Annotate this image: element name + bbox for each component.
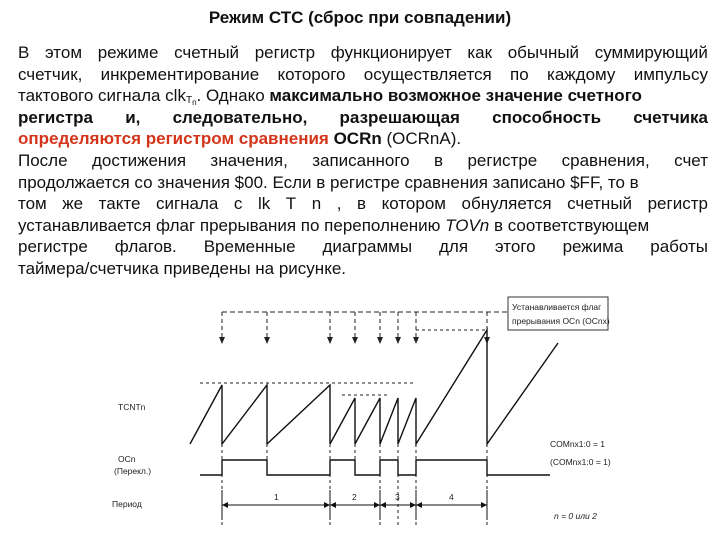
word: каждому (547, 64, 616, 84)
p2-text-f: таймера/счетчика приведены на рисунке. (18, 258, 346, 278)
word: T (285, 194, 297, 214)
word: режима (562, 237, 624, 257)
word: счетный (174, 43, 240, 62)
word: значения, (210, 151, 288, 170)
word: как (467, 43, 493, 62)
word: этого (495, 237, 536, 257)
word: регистр (647, 194, 708, 214)
word: В (18, 43, 30, 62)
word: флагов. (114, 237, 177, 257)
p1-ocrna: (OCRnA). (381, 129, 462, 149)
word: регистре (18, 237, 88, 257)
p1-subscript-n: n (192, 98, 197, 107)
word: по (510, 64, 529, 84)
word: обычный (507, 43, 580, 62)
p1-text-b: . Однако (196, 86, 270, 106)
word: для (439, 237, 469, 257)
word: которого (277, 64, 346, 84)
period-3: 3 (395, 492, 400, 502)
word: способность (492, 107, 602, 127)
word: lk (257, 194, 271, 214)
com-line-2: (COMnx1:0 = 1) (550, 457, 611, 467)
p2-tovn: TOVn (445, 215, 490, 235)
word: сравнения, (561, 151, 650, 170)
word: следовательно, (172, 107, 308, 127)
tcnt-label: TCNTn (118, 402, 146, 412)
word: записанного (312, 151, 410, 170)
word: регистр (254, 43, 316, 62)
word: n (311, 194, 322, 214)
word: том (18, 194, 47, 214)
word: импульсу (633, 64, 708, 84)
word: сигнала (155, 194, 219, 214)
word: функционирует (330, 43, 452, 62)
word: счетчик, (18, 64, 83, 84)
flag-note-line-2: прерывания OCn (OCnx) (512, 316, 610, 326)
word: суммирующий (594, 43, 708, 62)
arrow-heads (219, 337, 490, 344)
word: в (357, 194, 367, 214)
word: диаграммы (322, 237, 413, 257)
period-4: 4 (449, 492, 454, 502)
n-note: n = 0 или 2 (554, 511, 597, 521)
p1-text-bold: максимально возможное значение счетного (269, 86, 642, 106)
word: регистра (18, 107, 93, 127)
flag-arrows (222, 312, 487, 340)
word: в (434, 151, 444, 170)
tcnt-sawtooth (190, 330, 558, 444)
word: Временные (203, 237, 296, 257)
word: достижения (91, 151, 187, 170)
word: счетный (567, 194, 633, 214)
p2-text: продолжается со значения $00. Если в регистре сравнения записано $FF, то в (18, 172, 639, 192)
oc-label-1: OCn (118, 454, 136, 464)
word: После (18, 151, 68, 170)
p1-subscript: T (185, 95, 193, 107)
word: инкрементирование (100, 64, 260, 84)
word: регистре (467, 151, 538, 170)
p2-text-a: устанавливается флаг прерывания по переполнению (18, 215, 446, 235)
word: такте (98, 194, 141, 214)
word: котором (381, 194, 446, 214)
word: и, (125, 107, 141, 127)
word: осуществляется (363, 64, 492, 84)
word: с (233, 194, 243, 214)
word: обнуляется (461, 194, 552, 214)
oc-waveform (200, 460, 550, 475)
oc-label-2: (Перекл.) (114, 466, 152, 476)
flag-note-line-1: Устанавливается флаг (512, 302, 602, 312)
word: , (336, 194, 342, 214)
p1-highlight: определяются регистром сравнения (18, 129, 334, 149)
p1-text: тактового сигнала clk (18, 86, 186, 106)
page-title: Режим СТС (сброс при совпадении) (208, 8, 512, 27)
com-line-1: COMnx1:0 = 1 (550, 439, 606, 449)
word: счет (674, 151, 708, 170)
word: этом (45, 43, 83, 62)
word: счетчика (633, 107, 708, 127)
compare-levels (200, 330, 487, 395)
drop-lines (222, 444, 487, 525)
period-2: 2 (352, 492, 357, 502)
period-1: 1 (274, 492, 279, 502)
p1-ocrn: OCRn (333, 129, 382, 149)
word: режиме (97, 43, 159, 62)
word: разрешающая (339, 107, 460, 127)
period-label: Период (112, 499, 142, 509)
word: же (62, 194, 84, 214)
p2-text-c: в соответствующем (489, 215, 650, 235)
word: работы (650, 237, 708, 257)
